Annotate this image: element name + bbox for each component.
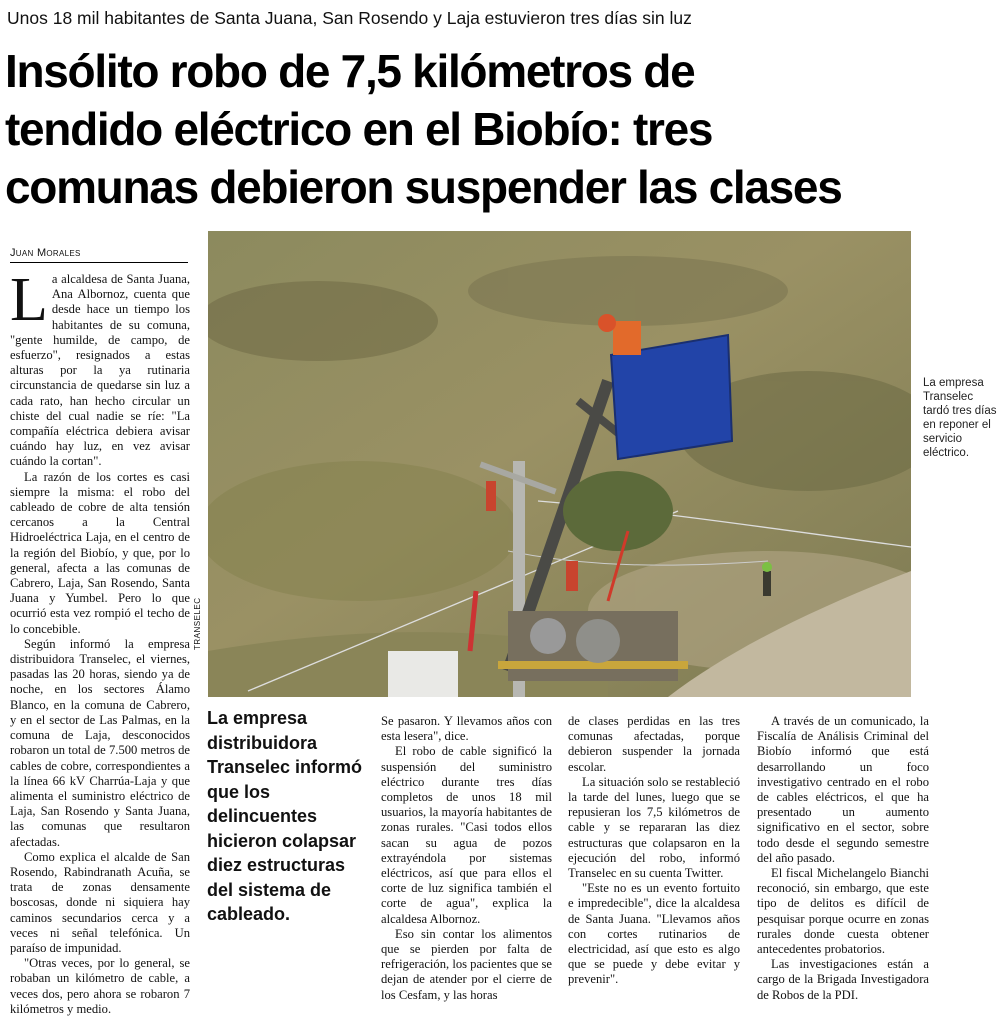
- utility-repair-photo: [208, 231, 911, 697]
- paragraph-1: [10, 266, 190, 470]
- paragraph-5: "Otras veces, por lo general, se robaban un kilómetro de cable, a veces dos, pero ahora se robaron 7 kilómetros y medio.: [10, 956, 190, 1016]
- byline: Juan Morales: [10, 247, 81, 259]
- paragraph-14: Las investigaciones están a cargo de la Brigada Investigadora de Robos de la PDI.: [757, 957, 929, 1002]
- paragraph-2: La razón de los cortes es casi siempre la misma: el robo del cableado de cobre de alta tensión cercanos a la Central Hidroeléctrica Laja, en el centro de la región del Biobío, y que, por lo general, afecta a las comunas de Cabrero, Laja, San Rosendo, Santa Juana y Yumbel. Pero lo que ocurrió esta vez rompió el techo de lo concebible.: [10, 469, 190, 636]
- paragraph-12: A través de un comunicado, la Fiscalía de Análisis Criminal del Biobío informó que está desarrollando un foco investigativo centrado en el robo de cables eléctricos, el que ha presentado un aumento significativo en el sector, sobre todo desde el segundo semestre del año pasado.: [757, 714, 929, 865]
- paragraph-13: El fiscal Michelangelo Bianchi reconoció, sin embargo, que este tipo de delitos es difícil de pesquisar porque ocurre en zonas rurales donde cuesta obtener antecedentes probatorios.: [757, 866, 929, 957]
- byline-rule: [10, 262, 188, 263]
- paragraph-7: El robo de cable significó la suspensión del suministro eléctrico durante tres días completos de unos 18 mil usuarios, la mayoría habitantes de zonas rurales. "Casi todos ellos sacan su agua de pozos extrayéndola por sistemas eléctricos, así que para ellos el corte de luz significa también el corte de agua", explica la alcaldesa Albornoz.: [381, 744, 553, 926]
- paragraph-6: Se pasaron. Y llevamos años con esta lesera", dice.: [381, 714, 552, 744]
- article-column-1: [10, 266, 190, 1017]
- headline-line-2: tendido eléctrico en el Biobío: tres: [5, 103, 713, 155]
- headline-line-1: Insólito robo de 7,5 kilómetros de: [5, 45, 695, 97]
- paragraph-9: de clases perdidas en las tres comunas afectadas, porque debieron suspender la jornada escolar.: [568, 714, 740, 774]
- paragraph-1-text: a alcaldesa de Santa Juana, Ana Albornoz, cuenta que desde hace un tiempo los habitantes de su comuna, "gente humilde, de campo, de esfuerzo", resignados a estas alturas por la ya rutinaria circunstancia de quedarse sin luz a cada rato, han hecho circular un chiste del cual nadie se ríe: "La compañía eléctrica debiera avisar cuándo hay luz, en vez avisar cuándo la cortan".: [10, 272, 190, 469]
- paragraph-3: Según informó la empresa distribuidora Transelec, el viernes, pasadas las 20 horas, siendo ya de noche, en los sectores Álamo Blanco, en la comuna de Cabrero, y en el sector de Las Palmas, en la comuna de Laja, desconocidos robaron un total de 7.500 metros de cables de cobre, correspondientes a la línea 66 kV Charrúa-Laja y que alimenta el suministro eléctrico de Laja, San Rosendo y Santa Juana, las comunas que resultaron afectadas.: [10, 636, 190, 849]
- news-photo: [208, 231, 911, 697]
- paragraph-10: La situación solo se restableció la tarde del lunes, luego que se repusieran los 7,5 kilómetros de cable y se repararan las diez estructuras que colapsaron en la ejecución del robo, informó Transelec en su cuenta Twitter.: [568, 774, 740, 881]
- article-column-4: [568, 714, 740, 988]
- headline-line-3: comunas debieron suspender las clases: [5, 161, 842, 213]
- photo-caption: La empresa Transelec tardó tres días en reponer el servicio eléctrico.: [923, 377, 997, 459]
- paragraph-8: Eso sin contar los alimentos que se pierden por falta de refrigeración, los pacientes que se dejan de atender por el cierre de los Cesfam, y las horas: [381, 926, 552, 1002]
- paragraph-11: "Este no es un evento fortuito e impredecible", dice la alcaldesa de Santa Juana. "Llevamos años con cortes rutinarios de electricidad, así que esto es algo que se puede y debe evitar y prevenir".: [568, 881, 740, 987]
- article-column-3: [381, 714, 552, 1003]
- headline: [5, 42, 995, 216]
- pull-quote: La empresa distribuidora Transelec informó que los delincuentes hicieron colapsar diez estructuras del sistema de cableado.: [207, 708, 363, 924]
- paragraph-4: Como explica el alcalde de San Rosendo, Rabindranath Acuña, se trata de zonas densamente boscosas, donde ni siquiera hay caminos secundarios cerca y a veces ni señal telefónica. Un paraíso de impunidad.: [10, 849, 190, 955]
- photo-credit: TRANSELEC: [193, 597, 202, 650]
- drop-cap: L: [10, 266, 48, 334]
- article-column-5: [757, 714, 929, 1003]
- kicker: Unos 18 mil habitantes de Santa Juana, San Rosendo y Laja estuvieron tres días sin luz: [7, 8, 692, 28]
